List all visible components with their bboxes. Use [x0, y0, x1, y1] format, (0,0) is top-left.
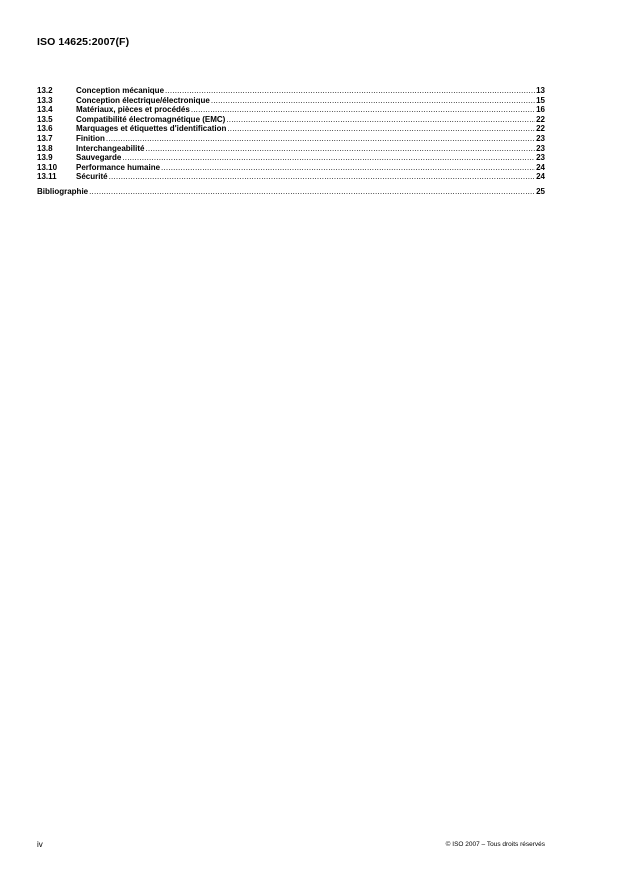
toc-entry-page: 24	[536, 172, 545, 182]
toc-dot-leader	[106, 134, 535, 144]
toc-entry[interactable]	[37, 172, 545, 182]
toc-entry[interactable]	[37, 153, 545, 163]
toc-dot-leader	[89, 187, 535, 197]
toc-dot-leader	[191, 105, 535, 115]
toc-entry-page: 23	[536, 143, 545, 153]
toc-entry-page: 13	[536, 86, 545, 95]
toc-entry[interactable]	[37, 163, 545, 173]
toc-entry[interactable]	[37, 144, 545, 154]
toc-entry-number: 13.6	[37, 124, 53, 134]
toc-entry-title: Sécurité	[76, 172, 108, 182]
toc-dot-leader	[109, 172, 536, 182]
toc-dot-leader	[161, 163, 535, 173]
toc-dot-leader	[211, 96, 535, 106]
toc-entry-title: Interchangeabilité	[76, 143, 145, 153]
toc-entry-title: Performance humaine	[76, 162, 161, 172]
toc-entry-number: 13.8	[37, 143, 53, 153]
toc-entry-page: 25	[536, 186, 545, 196]
toc-entry-title: Conception électrique/électronique	[76, 95, 210, 105]
toc-dot-leader	[122, 153, 535, 163]
toc-dot-leader	[226, 115, 535, 125]
toc-entry-number: 13.3	[37, 95, 53, 105]
toc-entry-number: 13.9	[37, 153, 53, 163]
toc-entry-page: 22	[536, 124, 545, 134]
toc-dot-leader	[145, 144, 535, 154]
toc-entry[interactable]	[37, 105, 545, 115]
toc-entry-page: 15	[536, 95, 545, 105]
toc-entry-title: Compatibilité électromagnétique (EMC)	[76, 114, 226, 124]
toc-entry-title: Marquages et étiquettes d'identification	[76, 124, 227, 134]
toc-entry[interactable]	[37, 115, 545, 125]
footer-page-number: iv	[37, 840, 43, 849]
toc-entry[interactable]	[37, 96, 545, 106]
toc-entry-number: 13.11	[37, 172, 57, 182]
toc-entry-page: 22	[536, 114, 545, 124]
toc-entry-number: 13.5	[37, 114, 53, 124]
toc-entry-title: Matériaux, pièces et procédés	[76, 105, 190, 115]
toc-entry-title: Finition	[76, 133, 105, 143]
toc-entry-number: 13.4	[37, 105, 53, 115]
toc-entry[interactable]	[37, 134, 545, 144]
toc-entry[interactable]	[37, 86, 545, 96]
toc-entry-page: 23	[536, 133, 545, 143]
toc-entry-number: 13.10	[37, 162, 58, 172]
toc-entry-title: Conception mécanique	[76, 86, 165, 95]
footer-copyright: © ISO 2007 – Tous droits réservés	[445, 841, 545, 848]
toc-entry-bibliography[interactable]	[37, 187, 545, 197]
document-header-title: ISO 14625:2007(F)	[37, 36, 130, 48]
toc-dot-leader	[227, 124, 535, 134]
toc-entry-page: 16	[536, 105, 545, 115]
toc-entry-page: 24	[536, 162, 545, 172]
toc-entry[interactable]	[37, 124, 545, 134]
toc-entry-number: 13.2	[37, 86, 53, 95]
toc-entry-title: Sauvegarde	[76, 153, 122, 163]
toc-entry-number: 13.7	[37, 133, 53, 143]
toc-entry-title: Bibliographie	[37, 186, 89, 196]
toc-dot-leader	[165, 86, 535, 96]
toc-entry-page: 23	[536, 153, 545, 163]
table-of-contents	[37, 86, 545, 197]
